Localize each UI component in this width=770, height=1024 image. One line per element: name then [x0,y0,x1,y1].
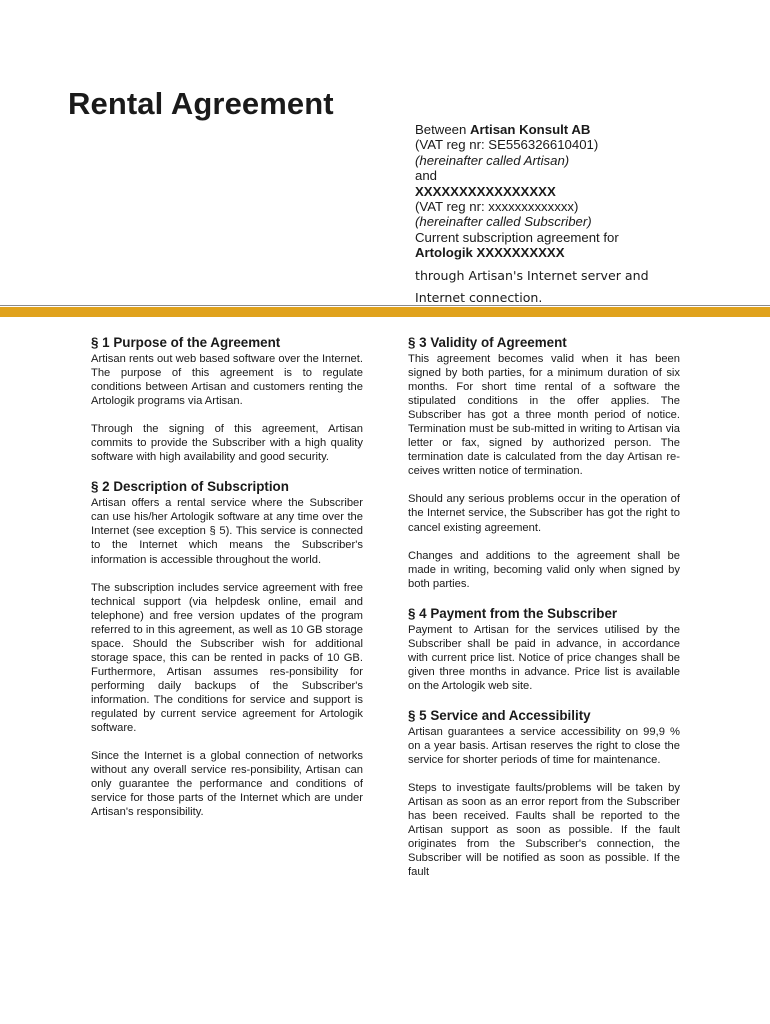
section-2-paragraph-2: The subscription includes service agreement with free technical support (via helpdesk online, email and telephone) and free version updates of the program referred to in this agreement, as well as 10 GB storage space. Should the Subscriber wish for additional storage space, this can be rented in packs of 10 GB. Furthermore, Artisan assumes res-ponsibility for performing daily backups of the Subscriber's information. The conditions for service and support is regulated by current service agreement for Artologik software. [91,581,363,735]
section-2-paragraph-3: Since the Internet is a global connection of networks without any overall service res-ponsibility, Artisan can only guarantee the performance and conditions of service for those parts of the Internet which are under Artisan's responsibility. [91,750,363,819]
section-3-paragraph-1: This agreement becomes valid when it has been signed by both parties, for a minimum duration of six months. For short time rental of a software the stipulated conditions in the offer applies. The Subscriber has got a three month period of notice. Termination must be sub-mitted in writing to Artisan via letter or fax, signed by authorized person. The termination date is calculated from the day Artisan re-ceives written notice of termination. [408,353,680,478]
parties-block [415,122,745,309]
section-2-paragraph-1: Artisan offers a rental service where the Subscriber can use his/her Artologik software at any time over the Internet (see exception § 5). This service is connected to the Internet which means the Subscriber's information is accessible throughout the world. [91,497,363,566]
document-title: Rental Agreement [68,86,334,121]
between-line [415,122,745,137]
subscriber-name: XXXXXXXXXXXXXXXX [415,183,556,199]
section-3-heading: § 3 Validity of Agreement [408,335,567,350]
section-5-paragraph-1: Artisan guarantees a service accessibility on 99,9 % on a year basis. Artisan reserves the right to close the service for shorter periods of time for maintenance. [408,725,680,767]
accent-bar [0,307,770,317]
section-3-paragraph-2: Should any serious problems occur in the operation of the Internet service, the Subscriber has got the right to cancel existing agreement. [408,493,680,534]
and-label: and [415,168,438,184]
through-line-2: Internet connection. [415,289,543,305]
divider-line [0,305,770,306]
section-1-paragraph-1: Artisan rents out web based software over the Internet. The purpose of this agreement is to regulate conditions between Artisan and customers renting the Artologik programs via Artisan. [91,353,363,408]
section-1-paragraph-2: Through the signing of this agreement, Artisan commits to provide the Subscriber with a high quality software with high availability and good security. [91,423,363,464]
subscriber-vat: (VAT reg nr: xxxxxxxxxxxxx) [415,198,579,214]
left-column [91,334,363,833]
section-4-paragraph-1: Payment to Artisan for the services utilised by the Subscriber shall be paid in advance, in accordance with current price list. Notice of price changes shall be given three months in advance. Price list is available on the Artologik web site. [408,623,680,692]
agreement-for: Current subscription agreement for [415,229,619,245]
section-4-heading: § 4 Payment from the Subscriber [408,605,618,621]
section-2-heading: § 2 Description of Subscription [91,479,289,495]
section-5-heading: § 5 Service and Accessibility [408,707,591,723]
right-column [408,334,680,893]
company-name: Artisan Konsult AB [470,122,591,137]
section-5-paragraph-2: Steps to investigate faults/problems will be taken by Artisan as soon as an error report from the Subscriber has been received. Faults shall be reported to the Artisan support as soon as possible. If the fault originates from the Subscriber's connection, the Subscriber will be notified as soon as possible. If the fault [408,782,680,879]
through-line-1: through Artisan's Internet server and [415,267,649,283]
company-vat: (VAT reg nr: SE556326610401) [415,137,599,153]
section-3-paragraph-3: Changes and additions to the agreement shall be made in writing, becoming valid only when signed by both parties. [408,549,680,590]
subscriber-alias: (hereinafter called Subscriber) [415,214,592,230]
company-alias: (hereinafter called Artisan) [415,152,570,168]
section-1-heading: § 1 Purpose of the Agreement [91,335,281,350]
product-name: Artologik XXXXXXXXXX [415,245,565,261]
between-label: Between [415,122,467,137]
